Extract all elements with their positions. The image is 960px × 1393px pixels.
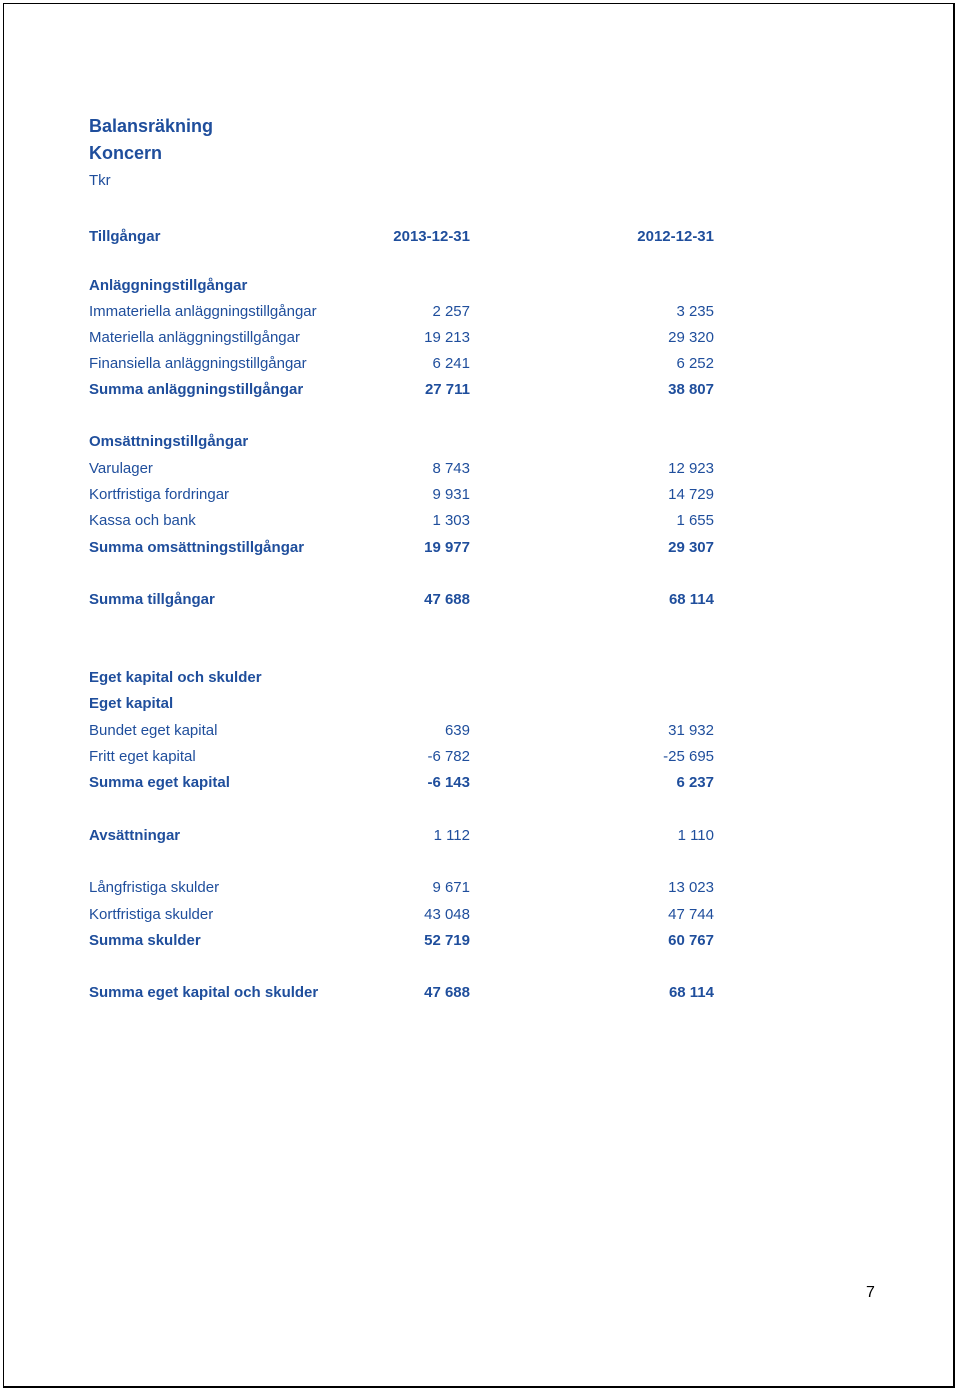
value-2012: 12 923 [668, 460, 714, 477]
value-2012: 1 655 [676, 512, 714, 529]
table-row [89, 905, 714, 925]
row-label: Finansiella anläggningstillgångar [89, 355, 307, 372]
row-label: Långfristiga skulder [89, 879, 220, 896]
row-label: Anläggningstillgångar [89, 277, 248, 294]
table-row [89, 354, 714, 374]
value-2013: -6 143 [427, 774, 470, 791]
value-2013: 47 688 [424, 984, 470, 1001]
section-heading [89, 276, 714, 296]
value-2012: 13 023 [668, 879, 714, 896]
value-2013: 9 931 [432, 486, 470, 503]
value-2013: 19 213 [424, 329, 470, 346]
row-label: Immateriella anläggningstillgångar [89, 303, 317, 320]
column-header-label: Tillgångar [89, 228, 161, 245]
document-subtitle: Koncern [89, 143, 163, 163]
column-header-2012: 2012-12-31 [637, 228, 714, 245]
subtotal-row [89, 773, 714, 793]
value-2013: 8 743 [432, 460, 470, 477]
column-header-row [89, 227, 714, 247]
value-2013: 1 112 [433, 827, 470, 844]
row-label: Summa tillgångar [89, 591, 215, 608]
row-label: Varulager [89, 460, 153, 477]
section-heading [89, 668, 714, 688]
value-2013: 27 711 [424, 381, 470, 398]
row-label: Summa eget kapital och skulder [89, 984, 319, 1001]
value-2012: 14 729 [668, 486, 714, 503]
value-2013: 52 719 [424, 932, 470, 949]
row-label: Summa skulder [89, 932, 201, 949]
value-2013: 47 688 [424, 591, 470, 608]
table-row [89, 459, 714, 479]
row-label: Eget kapital och skulder [89, 669, 262, 686]
row-label: Summa omsättningstillgångar [89, 539, 305, 556]
row-label: Kortfristiga skulder [89, 906, 214, 923]
table-row [89, 747, 714, 767]
row-label: Bundet eget kapital [89, 722, 218, 739]
page-number: 7 [866, 1284, 875, 1301]
table-row [89, 878, 714, 898]
total-row [89, 590, 714, 610]
value-2012: 31 932 [668, 722, 714, 739]
value-2012: 60 767 [668, 932, 714, 949]
value-2012: 47 744 [668, 906, 714, 923]
value-2013: 9 671 [432, 879, 470, 896]
row-label: Kortfristiga fordringar [89, 486, 230, 503]
value-2012: 1 110 [677, 827, 714, 844]
table-row [89, 721, 714, 741]
value-2013: 19 977 [424, 539, 470, 556]
table-row [89, 328, 714, 348]
section-heading [89, 694, 714, 714]
value-2013: 6 241 [432, 355, 470, 372]
value-2013: 639 [444, 722, 470, 739]
total-row [89, 983, 714, 1003]
unit-label: Tkr [89, 172, 111, 189]
value-2012: 6 252 [676, 355, 714, 372]
value-2012: 68 114 [668, 591, 714, 608]
value-2013: -6 782 [427, 748, 470, 765]
row-label: Kassa och bank [89, 512, 196, 529]
table-row [89, 485, 714, 505]
row-label: Materiella anläggningstillgångar [89, 329, 300, 346]
column-header-2013: 2013-12-31 [393, 228, 470, 245]
row-label: Fritt eget kapital [89, 748, 196, 765]
value-2012: 3 235 [676, 303, 714, 320]
value-2013: 1 303 [432, 512, 470, 529]
value-2012: 38 807 [668, 381, 714, 398]
value-2013: 2 257 [432, 303, 470, 320]
table-row [89, 826, 714, 846]
row-label: Summa anläggningstillgångar [89, 381, 304, 398]
row-label: Omsättningstillgångar [89, 433, 249, 450]
subtotal-row [89, 538, 714, 558]
table-row [89, 511, 714, 531]
section-heading [89, 432, 714, 452]
value-2012: 29 320 [668, 329, 714, 346]
value-2012: 68 114 [668, 984, 714, 1001]
subtotal-row [89, 380, 714, 400]
value-2012: 6 237 [676, 774, 714, 791]
value-2012: 29 307 [668, 539, 714, 556]
value-2012: -25 695 [663, 748, 714, 765]
table-row [89, 302, 714, 322]
subtotal-row [89, 931, 714, 951]
row-label: Avsättningar [89, 827, 181, 844]
value-2013: 43 048 [424, 906, 470, 923]
row-label: Summa eget kapital [89, 774, 230, 791]
row-label: Eget kapital [89, 695, 174, 712]
document-title: Balansräkning [89, 116, 214, 136]
